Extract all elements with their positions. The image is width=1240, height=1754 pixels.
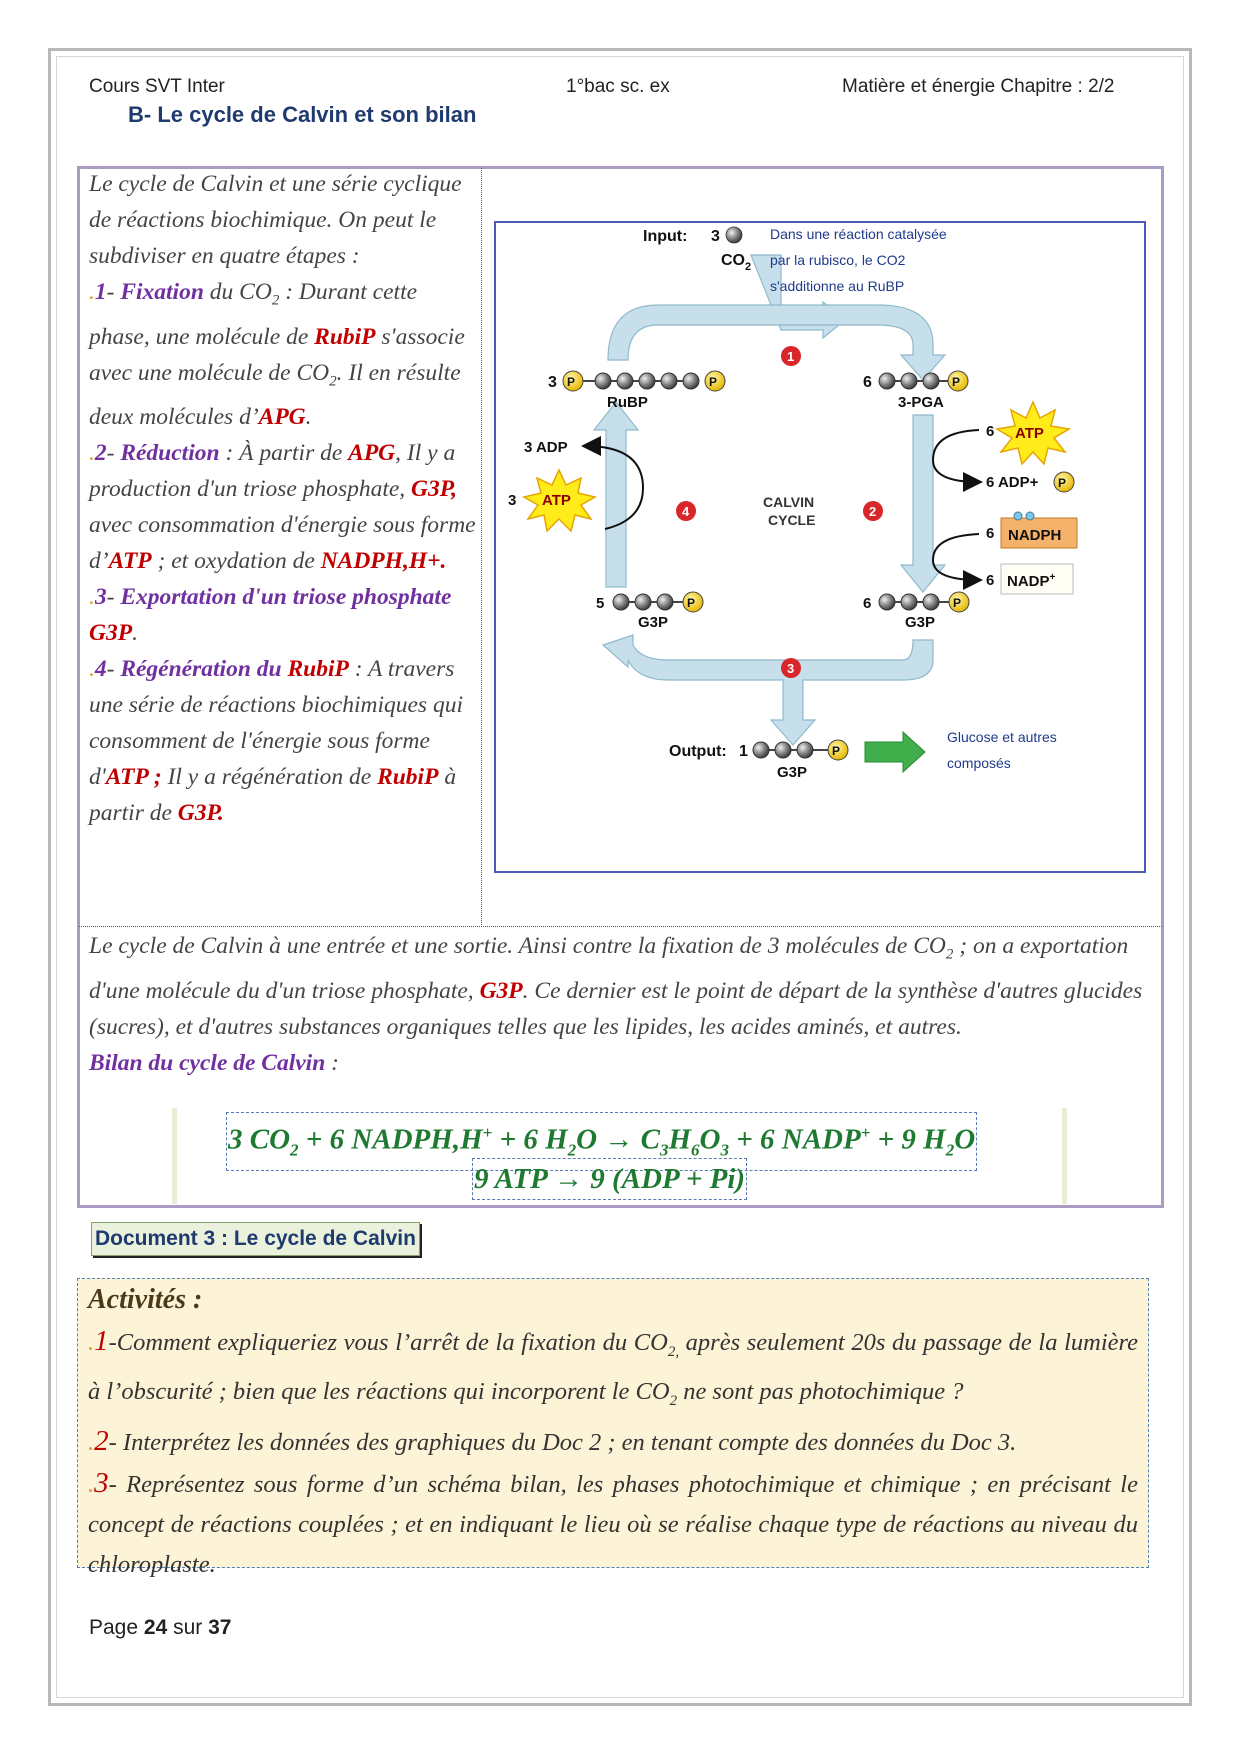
- equation-atp: 9 ATP → 9 (ADP + Pi): [472, 1158, 747, 1200]
- header-chapter: Matière et énergie Chapitre : 2/2: [842, 76, 1115, 97]
- nadp-label: NADP+: [1007, 572, 1056, 590]
- atp-in-label: ATP: [1015, 425, 1044, 442]
- step-4-number: 4: [94, 656, 107, 683]
- step-3-title: Exportation d'un triose phosphate: [120, 584, 452, 611]
- input-label: Input:: [643, 228, 688, 245]
- svg-text:P: P: [709, 375, 718, 389]
- step-marker-3: [781, 658, 801, 678]
- intro-text: Le cycle de Calvin et une série cyclique de réactions biochimique. On peut le subdiviser en quatre étapes :: [89, 171, 462, 269]
- output-count: 1: [739, 743, 748, 760]
- pga-count: 6: [863, 374, 872, 391]
- nadph-count: 6: [986, 525, 995, 542]
- rubisco-note-line1: Dans une réaction catalysée: [770, 226, 947, 242]
- page-number: Page 24 sur 37: [89, 1616, 232, 1639]
- bilan-heading: Bilan du cycle de Calvin: [89, 1049, 326, 1076]
- output-label: Output:: [669, 743, 727, 760]
- co2-molecule: [726, 227, 742, 243]
- question-3: .3- Représentez sous forme d’un schéma bilan, les phases photochimique et chimique ; en précisant le concept de réactions couplées ; et en indiquant le lieu où se réalise chaque type de réactions au niveau du chloroplaste.: [88, 1466, 1138, 1578]
- atp-left-count: 3: [508, 492, 517, 509]
- adp-out-label: 6 ADP+: [986, 474, 1039, 491]
- question-1: .1-Comment expliqueriez vous l’arrêt de la fixation du $CO_{2,}$ après seulement 20s du passage de la lumière à l’obscurité ; bien que les réactions qui incorporent le $CO_2$ ne sont pas photochimique ?: [88, 1325, 1138, 1409]
- nadp-count: 6: [986, 572, 995, 589]
- question-2: .2- Interprétez les données des graphiques du Doc 2 ; en tenant compte des données du Doc 3.: [88, 1424, 1017, 1457]
- input-count: 3: [711, 228, 720, 245]
- svg-text:P: P: [832, 744, 841, 758]
- svg-text:P: P: [1058, 476, 1067, 490]
- header-course: Cours SVT Inter: [89, 76, 225, 97]
- atp-in-count: 6: [986, 423, 995, 440]
- rubisco-note-line3: s'additionne au RuBP: [770, 278, 905, 294]
- step-marker-1: [781, 346, 801, 366]
- column-divider: [481, 168, 482, 927]
- step-1-number: 1: [94, 279, 107, 305]
- calvin-cycle-label-line1: CALVIN: [763, 494, 815, 510]
- svg-text:P: P: [953, 596, 962, 610]
- step-marker-4: [676, 501, 696, 521]
- nadph-label: NADPH: [1008, 527, 1062, 544]
- output-g3p-label: G3P: [777, 764, 808, 781]
- rubisco-note-line2: par la rubisco, le CO2: [770, 252, 906, 268]
- adp-left-label: 3 ADP: [524, 439, 568, 456]
- calvin-cycle-diagram: [493, 220, 1147, 874]
- io-summary-text: Le cycle de Calvin à une entrée et une sortie. Ainsi contre la fixation de 3 molécules de $CO_2$ ; on a exportation d'une molécule du d'un triose phosphate, G3P. Ce dernier est le point de départ de la synthèse d'autres glucides (sucres), et d'autres substances organiques telles que les lipides, les acides aminés, et autres. Bilan du cycle de Calvin :: [89, 933, 1143, 1076]
- header-level: 1°bac sc. ex: [566, 76, 670, 97]
- svg-text:4: 4: [682, 504, 690, 519]
- equation-main: 3 $CO_2 + 6$ NADPH,H+ + 6 $H_2O \to C_3H_6O_3 + 6$ NADP+ + 9 $H_2O$: [226, 1112, 977, 1171]
- activities-title: Activités :: [88, 1284, 203, 1315]
- step-2-number: 2: [94, 440, 107, 467]
- svg-text:2: 2: [869, 504, 877, 519]
- pga-label: 3-PGA: [898, 394, 944, 411]
- rubp-label: RuBP: [607, 394, 648, 411]
- svg-text:P: P: [687, 596, 696, 610]
- glucose-label-line2: composés: [947, 755, 1011, 771]
- svg-text:P: P: [567, 375, 576, 389]
- step-4-title: Régénération du: [120, 656, 288, 683]
- section-title: B- Le cycle de Calvin et son bilan: [128, 102, 477, 127]
- step-3-number: 3: [94, 584, 107, 611]
- g3p-5-label: G3P: [638, 614, 669, 631]
- g3p-6-label: G3P: [905, 614, 936, 631]
- glucose-label-line1: Glucose et autres: [947, 729, 1057, 745]
- step-2-title: Réduction: [120, 440, 220, 467]
- co2-label: $CO_2$: [721, 252, 752, 273]
- rubp-count: 3: [548, 374, 557, 391]
- g3p-6-count: 6: [863, 595, 872, 612]
- document-label: Document 3 : Le cycle de Calvin: [91, 1222, 420, 1256]
- apg-term: APG: [258, 404, 306, 431]
- step-1-title: Fixation: [120, 279, 204, 305]
- activities-box: [77, 1278, 1149, 1578]
- atp-left-label: ATP: [542, 492, 571, 509]
- calvin-cycle-label-line2: CYCLE: [768, 512, 816, 528]
- svg-text:P: P: [952, 375, 961, 389]
- rubip-term: RubiP: [314, 323, 376, 350]
- svg-text:3: 3: [787, 661, 795, 676]
- g3p-5-count: 5: [596, 595, 605, 612]
- calvin-steps-text: Le cycle de Calvin et une série cyclique de réactions biochimique. On peut le subdiviser en quatre étapes : .1- Fixation du $CO_2$ : Durant cette phase, une molécule de RubiP s'associe avec une molécule de $CO_2$. Il en résulte deux molécules d’APG. .2- Réduction : À partir de APG, Il y a production d'un triose phosphate, G3P, avec consommation d'énergie sous forme d’ATP ; et oxydation de NADPH,H+. .3- Exportation d'un triose phosphate G3P. .4- Régénération du RubiP : A travers une série de réactions biochimiques qui consomment de l'énergie sous forme d'ATP ; Il y a régénération de RubiP à partir de G3P.: [89, 171, 476, 827]
- step-marker-2: [863, 501, 883, 521]
- row-divider: [79, 926, 1162, 927]
- svg-text:1: 1: [787, 349, 795, 364]
